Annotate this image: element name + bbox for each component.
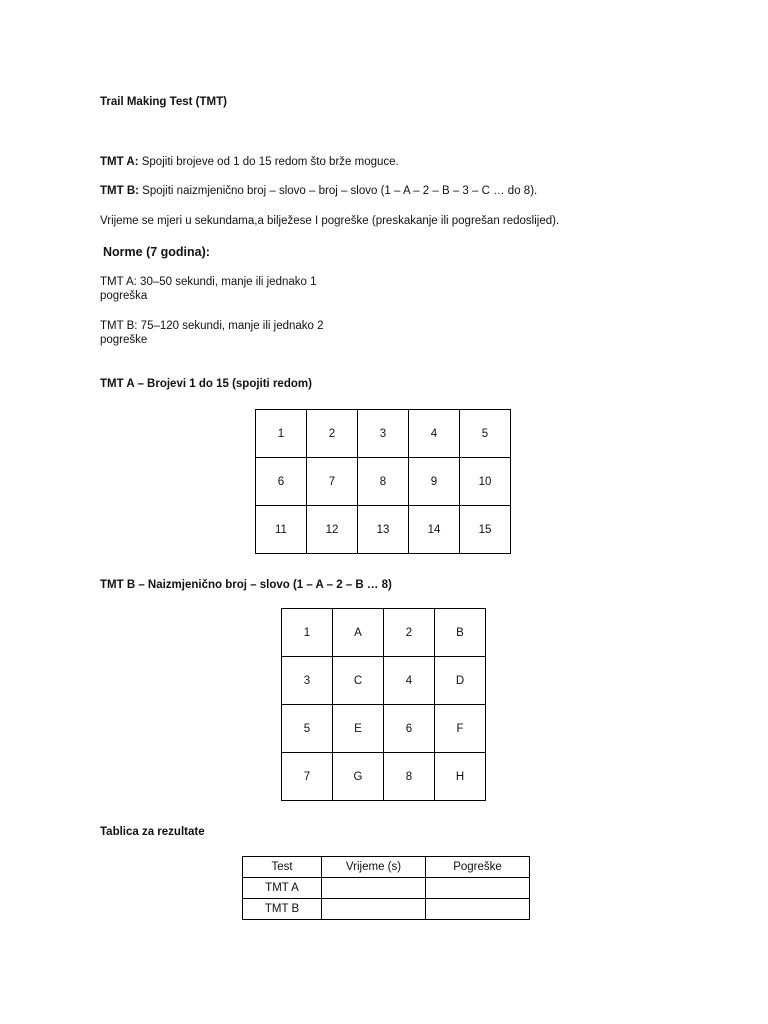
tmt-b-label: TMT B: (100, 185, 139, 197)
grid-a-cell: 13 (358, 506, 409, 554)
results-test-name: TMT B (243, 899, 322, 920)
results-heading: Tablica za rezultate (100, 826, 205, 838)
tmt-a-description (100, 156, 399, 168)
results-header-cell: Vrijeme (s) (322, 857, 426, 878)
norms-tmt-b (100, 319, 324, 347)
grid-a-cell: 12 (307, 506, 358, 554)
norms-heading: Norme (7 godina): (103, 245, 210, 259)
grid-b-cell: B (435, 609, 486, 657)
tmt-a-grid-heading: TMT A – Brojevi 1 do 15 (spojiti redom) (100, 378, 312, 390)
grid-a-cell: 3 (358, 410, 409, 458)
tmt-b-text: Spojiti naizmjenično broj – slovo – broj – slovo (1 – A – 2 – B – 3 – C … do 8). (138, 185, 538, 197)
grid-b-row (282, 657, 486, 705)
tmt-a-text: Spojiti brojeve od 1 do 15 redom što brže moguce. (138, 156, 399, 168)
results-entry-cell[interactable] (322, 878, 426, 899)
grid-b-cell: 8 (384, 753, 435, 801)
grid-a-cell: 6 (256, 458, 307, 506)
grid-b-row (282, 609, 486, 657)
grid-a-row (256, 506, 511, 554)
grid-b-cell: 6 (384, 705, 435, 753)
grid-b-cell: 1 (282, 609, 333, 657)
tmt-a-label: TMT A: (100, 156, 139, 168)
norms-tmt-a-line2: pogreška (100, 290, 148, 302)
grid-a-cell: 14 (409, 506, 460, 554)
results-row (243, 899, 530, 920)
grid-a-cell: 11 (256, 506, 307, 554)
norms-tmt-b-line2: pogreške (100, 334, 148, 346)
norms-tmt-a (100, 275, 317, 303)
grid-a-cell: 5 (460, 410, 511, 458)
results-header-row (243, 857, 530, 878)
grid-a-cell: 9 (409, 458, 460, 506)
tmt-b-grid-heading: TMT B – Naizmjenično broj – slovo (1 – A – 2 – B … 8) (100, 579, 392, 591)
tmt-b-description (100, 185, 537, 197)
results-header-cell: Test (243, 857, 322, 878)
grid-b-cell: D (435, 657, 486, 705)
results-table (242, 856, 530, 920)
grid-a-cell: 10 (460, 458, 511, 506)
grid-b-row (282, 753, 486, 801)
tmt-b-grid (281, 608, 486, 801)
results-test-name: TMT A (243, 878, 322, 899)
grid-b-cell: 4 (384, 657, 435, 705)
results-entry-cell[interactable] (426, 899, 530, 920)
results-entry-cell[interactable] (322, 899, 426, 920)
grid-b-cell: 5 (282, 705, 333, 753)
measure-note: Vrijeme se mjeri u sekundama,a bilježese I pogreške (preskakanje ili pogrešan redoslijed). (100, 215, 560, 227)
grid-a-row (256, 410, 511, 458)
tmt-a-grid (255, 409, 511, 554)
grid-b-cell: C (333, 657, 384, 705)
grid-b-row (282, 705, 486, 753)
document-title: Trail Making Test (TMT) (100, 96, 227, 108)
grid-b-cell: E (333, 705, 384, 753)
grid-a-cell: 15 (460, 506, 511, 554)
grid-a-cell: 1 (256, 410, 307, 458)
grid-a-row (256, 458, 511, 506)
grid-a-cell: 4 (409, 410, 460, 458)
grid-b-cell: A (333, 609, 384, 657)
grid-b-cell: H (435, 753, 486, 801)
results-row (243, 878, 530, 899)
results-entry-cell[interactable] (426, 878, 530, 899)
grid-b-cell: F (435, 705, 486, 753)
grid-b-cell: 3 (282, 657, 333, 705)
grid-b-cell: G (333, 753, 384, 801)
results-header-cell: Pogreške (426, 857, 530, 878)
norms-tmt-b-line1: TMT B: 75–120 sekundi, manje ili jednako 2 (100, 320, 324, 332)
grid-a-cell: 2 (307, 410, 358, 458)
grid-a-cell: 8 (358, 458, 409, 506)
grid-b-cell: 2 (384, 609, 435, 657)
grid-b-cell: 7 (282, 753, 333, 801)
norms-tmt-a-line1: TMT A: 30–50 sekundi, manje ili jednako 1 (100, 276, 317, 288)
grid-a-cell: 7 (307, 458, 358, 506)
